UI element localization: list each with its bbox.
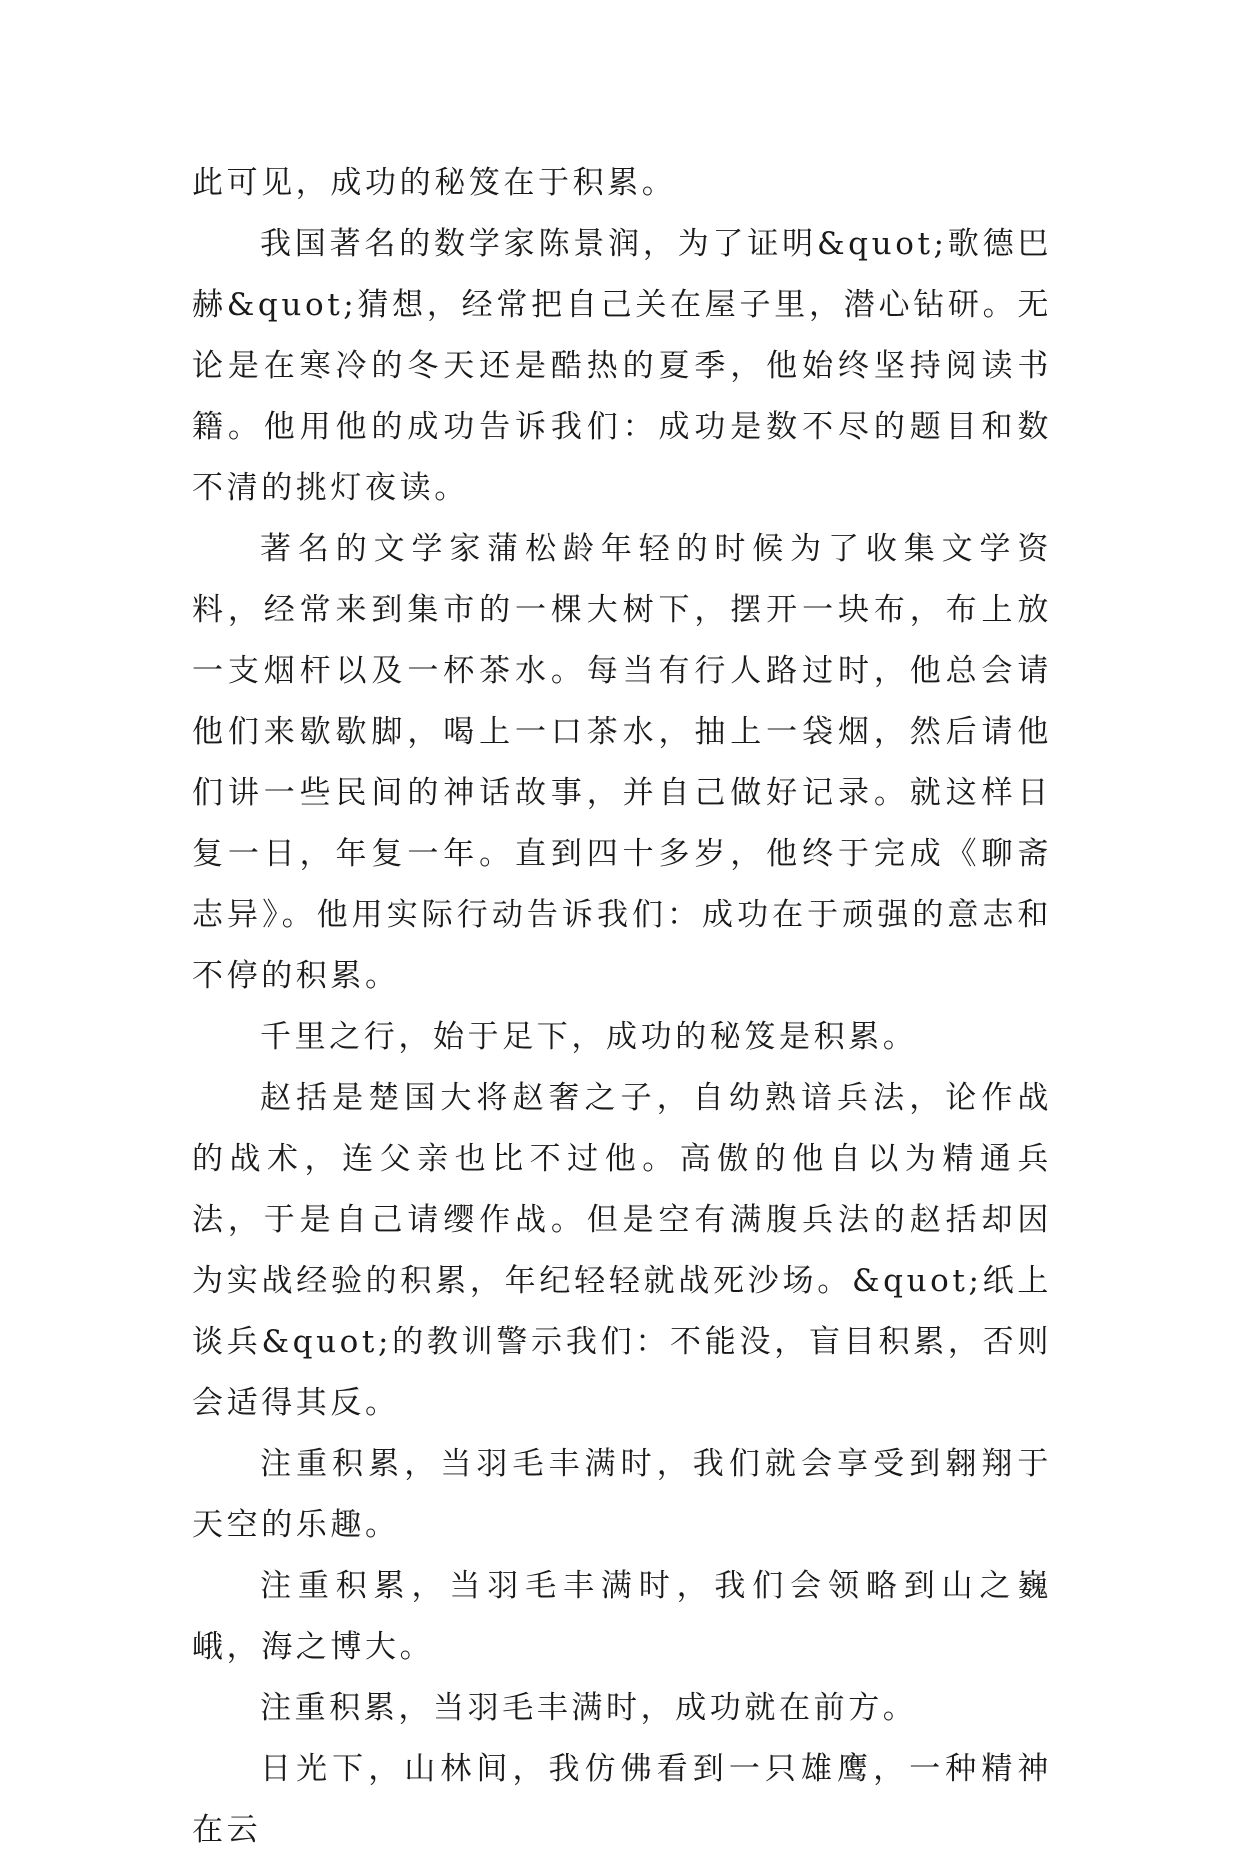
body-text [192,153,1052,1861]
paragraph-2: 我国著名的数学家陈景润，为了证明&quot;歌德巴赫&quot;猜想，经常把自己关在屋子里，潜心钻研。无论是在寒冷的冬天还是酷热的夏季，他始终坚持阅读书籍。他用他的成功告诉我们：成功是数不尽的题目和数不清的挑灯夜读。 [192,226,1052,506]
paragraph-1: 此可见，成功的秘笈在于积累。 [192,165,677,201]
paragraph-6: 注重积累，当羽毛丰满时，我们就会享受到翱翔于天空的乐趣。 [192,1446,1052,1543]
paragraph-7: 注重积累，当羽毛丰满时，我们会领略到山之巍峨，海之博大。 [192,1568,1052,1665]
paragraph-5: 赵括是楚国大将赵奢之子，自幼熟谙兵法，论作战的战术，连父亲也比不过他。高傲的他自以为精通兵法，于是自己请缨作战。但是空有满腹兵法的赵括却因为实战经验的积累，年纪轻轻就战死沙场。&quot;纸上谈兵&quot;的教训警示我们：不能没，盲目积累，否则会适得其反。 [192,1080,1052,1421]
paragraph-9: 日光下，山林间，我仿佛看到一只雄鹰，一种精神在云 [192,1751,1052,1848]
paragraph-4: 千里之行，始于足下，成功的秘笈是积累。 [260,1019,918,1055]
paragraph-3: 著名的文学家蒲松龄年轻的时候为了收集文学资料，经常来到集市的一棵大树下，摆开一块布，布上放一支烟杆以及一杯茶水。每当有行人路过时，他总会请他们来歇歇脚，喝上一口茶水，抽上一袋烟，然后请他们讲一些民间的神话故事，并自己做好记录。就这样日复一日，年复一年。直到四十多岁，他终于完成《聊斋志异》。他用实际行动告诉我们：成功在于顽强的意志和不停的积累。 [192,531,1052,994]
paragraph-8: 注重积累，当羽毛丰满时，成功就在前方。 [260,1690,918,1726]
